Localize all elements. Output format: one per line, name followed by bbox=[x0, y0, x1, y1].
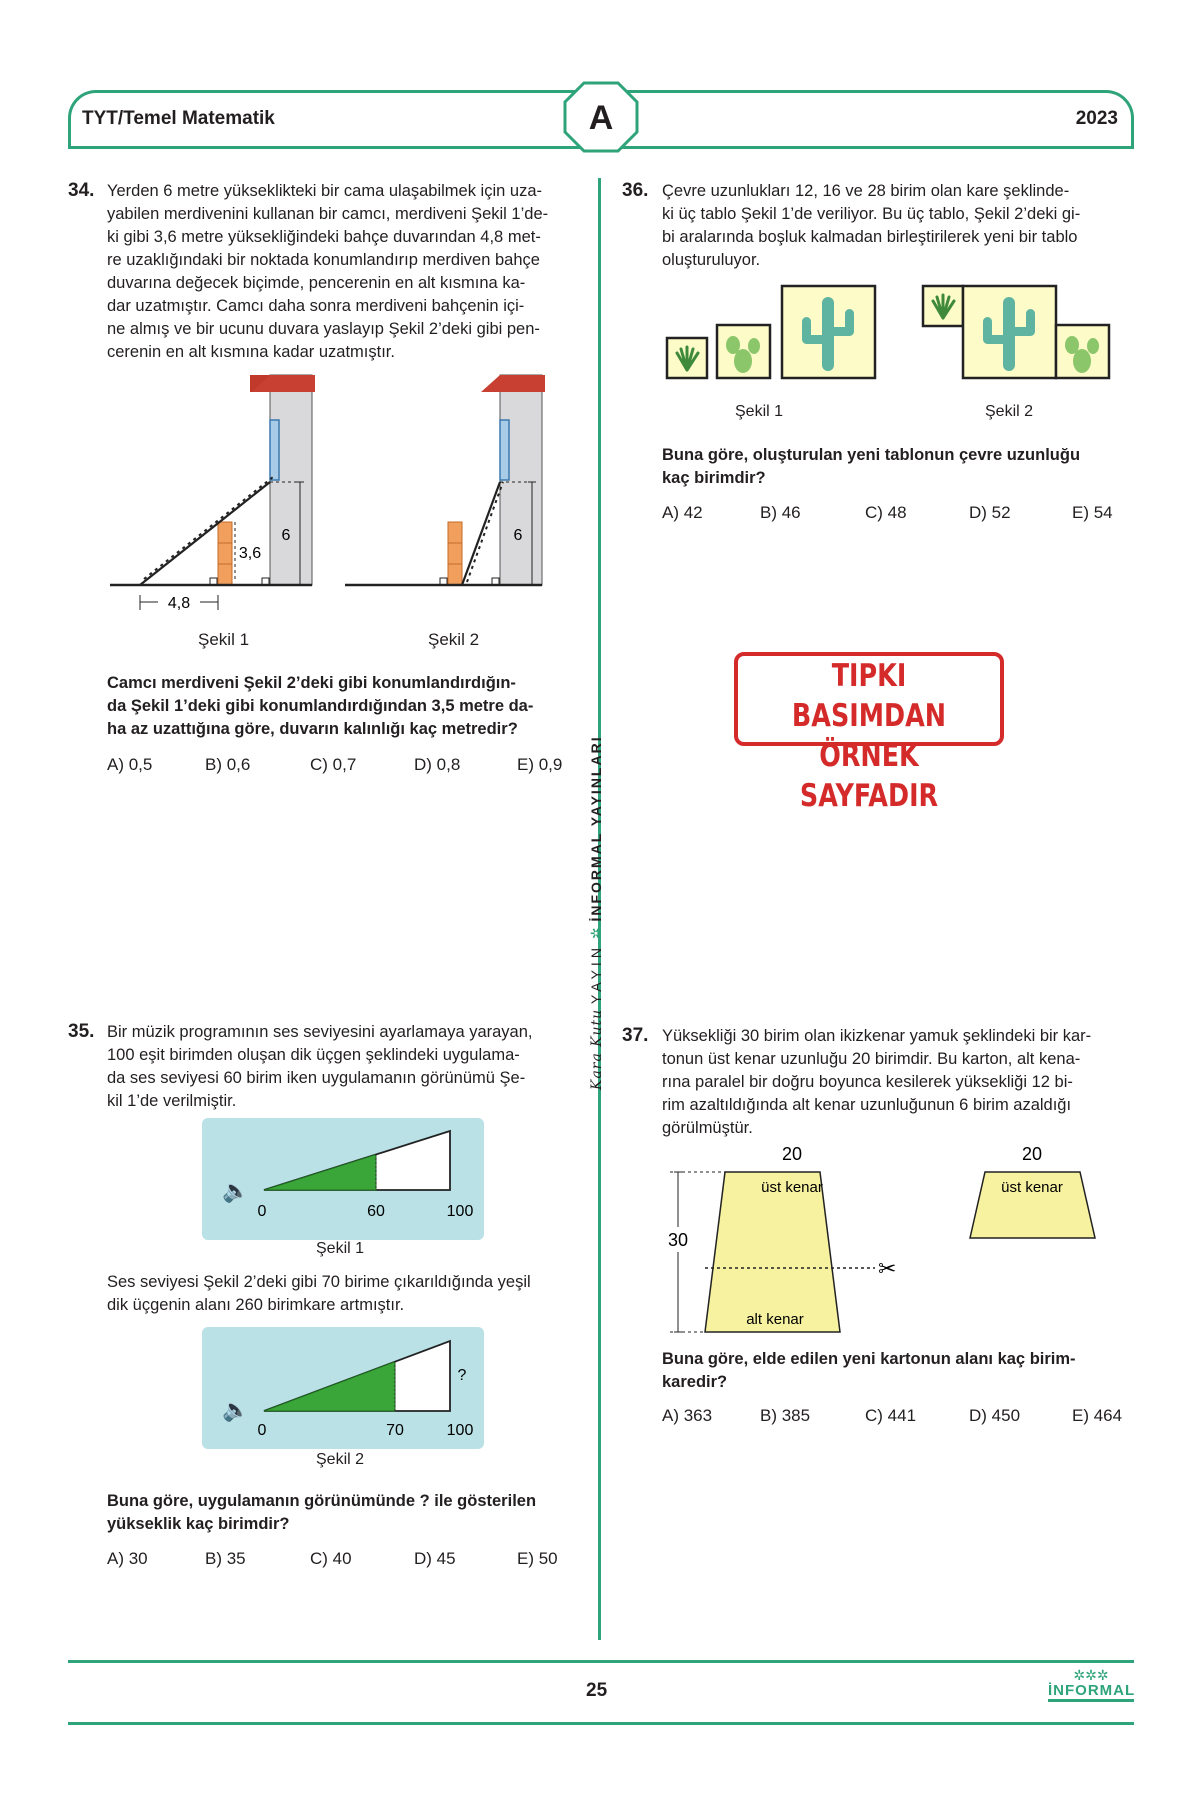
subject-title: TYT/Temel Matematik bbox=[82, 108, 275, 129]
option-c[interactable]: C) 0,7 bbox=[310, 755, 357, 774]
height-label: 30 bbox=[667, 1230, 689, 1250]
text-line: Buna göre, uygulamanın görünümünde ? ile gösterilen bbox=[107, 1492, 537, 1510]
label-height: 6 bbox=[281, 527, 291, 544]
q37-figure-2 bbox=[965, 1142, 1125, 1272]
text-line: dik üçgenin alanı 260 birimkare artmıştır. bbox=[107, 1296, 405, 1314]
text-line: oluşturuluyor. bbox=[662, 251, 761, 269]
booklet-badge bbox=[562, 80, 640, 154]
unknown-label: ? bbox=[457, 1367, 467, 1384]
text-line: da ses seviyesi 60 birim iken uygulamanın görünümü Şe- bbox=[107, 1069, 526, 1087]
sample-page-stamp bbox=[734, 652, 1004, 814]
scissors-icon: ✂ bbox=[878, 1256, 897, 1281]
option-d[interactable]: D) 45 bbox=[414, 1549, 456, 1568]
bottom-edge-label: alt kenar bbox=[746, 1311, 804, 1328]
text-line: rim azaltıldığında alt kenar uzunluğunun 6 birim azaldığı bbox=[662, 1096, 1072, 1114]
q35-figure-1 bbox=[202, 1118, 484, 1240]
text-line: Yerden 6 metre yükseklikteki bir cama ulaşabilmek için uza- bbox=[107, 182, 542, 200]
label-distance: 4,8 bbox=[167, 595, 191, 612]
text-line: duvarına değecek biçimde, pencerenin en alt kısmına ka- bbox=[107, 274, 526, 292]
speaker-icon: 🔈 bbox=[222, 1178, 250, 1203]
text-line: Ses seviyesi Şekil 2’deki gibi 70 birime çıkarıldığında yeşil bbox=[107, 1273, 531, 1291]
tick-label: 60 bbox=[367, 1203, 385, 1220]
text-line: kil 1’de verilmiştir. bbox=[107, 1092, 237, 1110]
q34-fig1-caption: Şekil 1 bbox=[198, 630, 250, 649]
text-line: cerenin en alt kısmına kadar uzatmıştır. bbox=[107, 343, 395, 361]
q35-figure-2 bbox=[202, 1327, 484, 1449]
q37-text bbox=[662, 1025, 1136, 1140]
text-line: bi aralarında boşluk kalmadan birleştirilerek yeni bir tablo bbox=[662, 228, 1078, 246]
q35-number: 35. bbox=[68, 1021, 95, 1042]
exam-year: 2023 bbox=[1075, 108, 1118, 129]
q35-fig1-caption: Şekil 1 bbox=[316, 1240, 365, 1257]
q34-options bbox=[107, 755, 587, 779]
tick-label: 100 bbox=[446, 1422, 474, 1439]
publisher-left-tag: YAYIN bbox=[588, 944, 604, 1004]
q36-options bbox=[662, 503, 1136, 527]
option-b[interactable]: B) 385 bbox=[760, 1406, 811, 1425]
text-line: yabilen merdivenini kullanan bir camcı, merdiveni Şekil 1’de- bbox=[107, 205, 549, 223]
text-line: ha az uzattığına göre, duvarın kalınlığı kaç metredir? bbox=[107, 720, 518, 738]
text-line: Buna göre, oluşturulan yeni tablonun çevre uzunluğu bbox=[662, 446, 1081, 464]
text-line: görülmüştür. bbox=[662, 1119, 753, 1137]
option-d[interactable]: D) 0,8 bbox=[414, 755, 461, 774]
q36-fig1-caption: Şekil 1 bbox=[735, 403, 784, 420]
text-line: tonun üst kenar uzunluğu 20 birimdir. Bu karton, alt kena- bbox=[662, 1050, 1081, 1068]
option-e[interactable]: E) 464 bbox=[1072, 1406, 1123, 1425]
text-line: Bir müzik programının ses seviyesini ayarlamaya yarayan, bbox=[107, 1023, 533, 1041]
label-wall: 3,6 bbox=[238, 545, 262, 562]
q35-question bbox=[107, 1490, 587, 1536]
top-edge-label: üst kenar bbox=[1001, 1179, 1063, 1196]
text-line: ki gibi 3,6 metre yüksekliğindeki bahçe duvarından 4,8 met- bbox=[107, 228, 541, 246]
publisher-left: Kara Kutu bbox=[589, 1008, 605, 1090]
option-c[interactable]: C) 48 bbox=[865, 503, 907, 522]
text-line: re uzaklığındaki bir noktada konumlandırıp merdiven bahçe bbox=[107, 251, 540, 269]
text-line: yükseklik kaç birimdir? bbox=[107, 1515, 290, 1533]
option-b[interactable]: B) 46 bbox=[760, 503, 801, 522]
text-line: dar uzatmıştır. Camcı daha sonra merdiveni bahçenin içi- bbox=[107, 297, 525, 315]
text-line: rına paralel bir doğru boyunca kesilerek yüksekliği 12 bi- bbox=[662, 1073, 1073, 1091]
top-length: 20 bbox=[781, 1144, 803, 1164]
q36-figure-1 bbox=[665, 283, 885, 383]
page-number: 25 bbox=[586, 1680, 608, 1701]
option-e[interactable]: E) 50 bbox=[517, 1549, 558, 1568]
tick-label: 0 bbox=[257, 1422, 267, 1439]
q37-question bbox=[662, 1348, 1136, 1394]
q37-number: 37. bbox=[622, 1025, 649, 1046]
q36-fig2-caption: Şekil 2 bbox=[985, 403, 1034, 420]
logo-text: İNFORMAL bbox=[1048, 1682, 1134, 1702]
text-line: Yüksekliği 30 birim olan ikizkenar yamuk şeklindeki bir kar- bbox=[662, 1027, 1092, 1045]
option-a[interactable]: A) 363 bbox=[662, 1406, 713, 1425]
option-a[interactable]: A) 42 bbox=[662, 503, 703, 522]
speaker-icon: 🔈 bbox=[222, 1397, 250, 1422]
sidebar-publisher bbox=[588, 735, 605, 1090]
tick-label: 0 bbox=[257, 1203, 267, 1220]
tick-label: 100 bbox=[446, 1203, 474, 1220]
tick-label: 70 bbox=[386, 1422, 404, 1439]
option-b[interactable]: B) 35 bbox=[205, 1549, 246, 1568]
q34-figure-1 bbox=[110, 370, 320, 630]
booklet-letter: A bbox=[588, 99, 614, 137]
q35-fig2-caption: Şekil 2 bbox=[316, 1451, 365, 1468]
stamp-line-1: TIPKI BASIMDAN bbox=[791, 658, 947, 734]
text-line: Camcı merdiveni Şekil 2’deki gibi konumlandırdığın- bbox=[107, 674, 516, 692]
option-e[interactable]: E) 54 bbox=[1072, 503, 1113, 522]
q35-options bbox=[107, 1549, 587, 1573]
option-a[interactable]: A) 30 bbox=[107, 1549, 148, 1568]
top-length: 20 bbox=[1021, 1144, 1043, 1164]
footer-rule-top bbox=[68, 1660, 1134, 1663]
people-icon: ✲ bbox=[588, 926, 604, 940]
text-line: da Şekil 1’deki gibi konumlandırdığından 3,5 metre da- bbox=[107, 697, 534, 715]
text-line: Buna göre, elde edilen yeni kartonun alanı kaç birim- bbox=[662, 1350, 1076, 1368]
q34-question bbox=[107, 672, 587, 741]
q36-figure-2 bbox=[920, 283, 1120, 383]
label-height: 6 bbox=[513, 527, 523, 544]
option-c[interactable]: C) 40 bbox=[310, 1549, 352, 1568]
text-line: ne almış ve bir ucunu duvara yaslayıp Şekil 2’deki gibi pen- bbox=[107, 320, 540, 338]
people-icon: ✲✲✲ bbox=[1073, 1667, 1109, 1683]
publisher-right: İNFORMAL YAYINLARI bbox=[588, 735, 604, 922]
q34-text bbox=[107, 180, 585, 364]
text-line: karedir? bbox=[662, 1373, 728, 1391]
text-line: kaç birimdir? bbox=[662, 469, 766, 487]
q34-fig2-caption: Şekil 2 bbox=[428, 630, 480, 649]
q37-options bbox=[662, 1406, 1136, 1430]
text-line: Çevre uzunlukları 12, 16 ve 28 birim olan kare şeklinde- bbox=[662, 182, 1070, 200]
option-e[interactable]: E) 0,9 bbox=[517, 755, 563, 774]
q34-figure-2 bbox=[345, 370, 555, 595]
option-c[interactable]: C) 441 bbox=[865, 1406, 917, 1425]
option-d[interactable]: D) 52 bbox=[969, 503, 1011, 522]
text-line: 100 eşit birimden oluşan dik üçgen şeklindeki uygulama- bbox=[107, 1046, 520, 1064]
q36-number: 36. bbox=[622, 180, 649, 201]
q37-figure-1 bbox=[660, 1142, 920, 1342]
q36-text bbox=[662, 180, 1136, 272]
publisher-logo bbox=[1048, 1668, 1134, 1702]
text-line: ki üç tablo Şekil 1’de veriliyor. Bu üç tablo, Şekil 2’deki gi- bbox=[662, 205, 1081, 223]
footer-rule-bottom bbox=[68, 1722, 1134, 1725]
top-edge-label: üst kenar bbox=[761, 1179, 823, 1196]
q35-mid-text bbox=[107, 1271, 587, 1317]
q35-text bbox=[107, 1021, 587, 1113]
option-b[interactable]: B) 0,6 bbox=[205, 755, 251, 774]
option-d[interactable]: D) 450 bbox=[969, 1406, 1021, 1425]
q36-question bbox=[662, 444, 1136, 490]
q34-number: 34. bbox=[68, 180, 95, 201]
stamp-line-2: ÖRNEK SAYFADIR bbox=[799, 738, 939, 814]
option-a[interactable]: A) 0,5 bbox=[107, 755, 153, 774]
